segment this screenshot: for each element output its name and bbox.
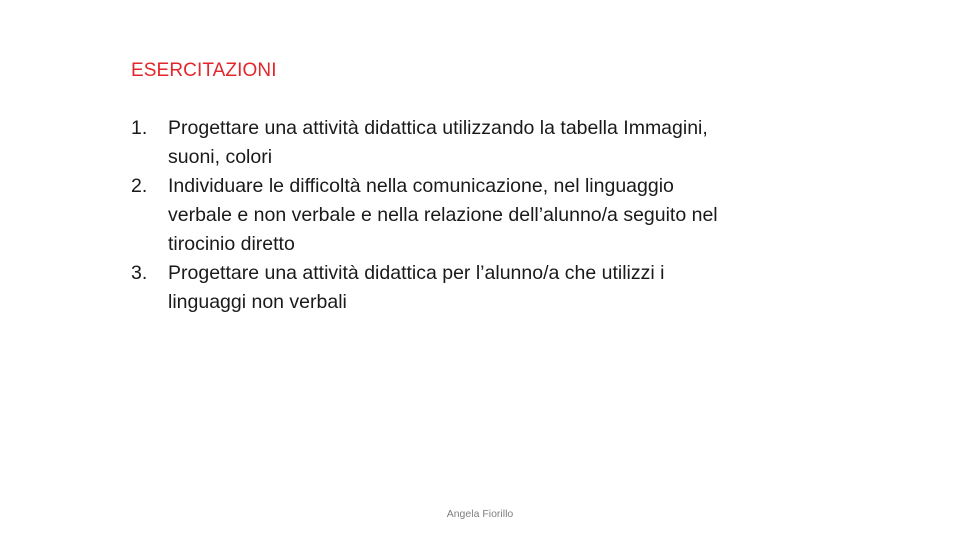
list-item-number: 1.	[131, 117, 148, 139]
list-item-text: Progettare una attività didattica per l’alunno/a che utilizzi i linguaggi non verbali	[168, 262, 665, 313]
list-item	[131, 259, 731, 317]
slide-title: ESERCITAZIONI	[131, 60, 277, 81]
list-item-text: Individuare le difficoltà nella comunicazione, nel linguaggio verbale e non verbale e nella relazione dell’alunno/a seguito nel tirocinio diretto	[168, 175, 718, 255]
exercise-list	[131, 114, 731, 317]
list-item-number: 3.	[131, 262, 148, 284]
list-item	[131, 114, 731, 172]
list-item-text: Progettare una attività didattica utilizzando la tabella Immagini, suoni, colori	[168, 117, 708, 168]
list-item	[131, 172, 731, 259]
list-item-number: 2.	[131, 175, 148, 197]
footer-author: Angela Fiorillo	[446, 508, 514, 520]
